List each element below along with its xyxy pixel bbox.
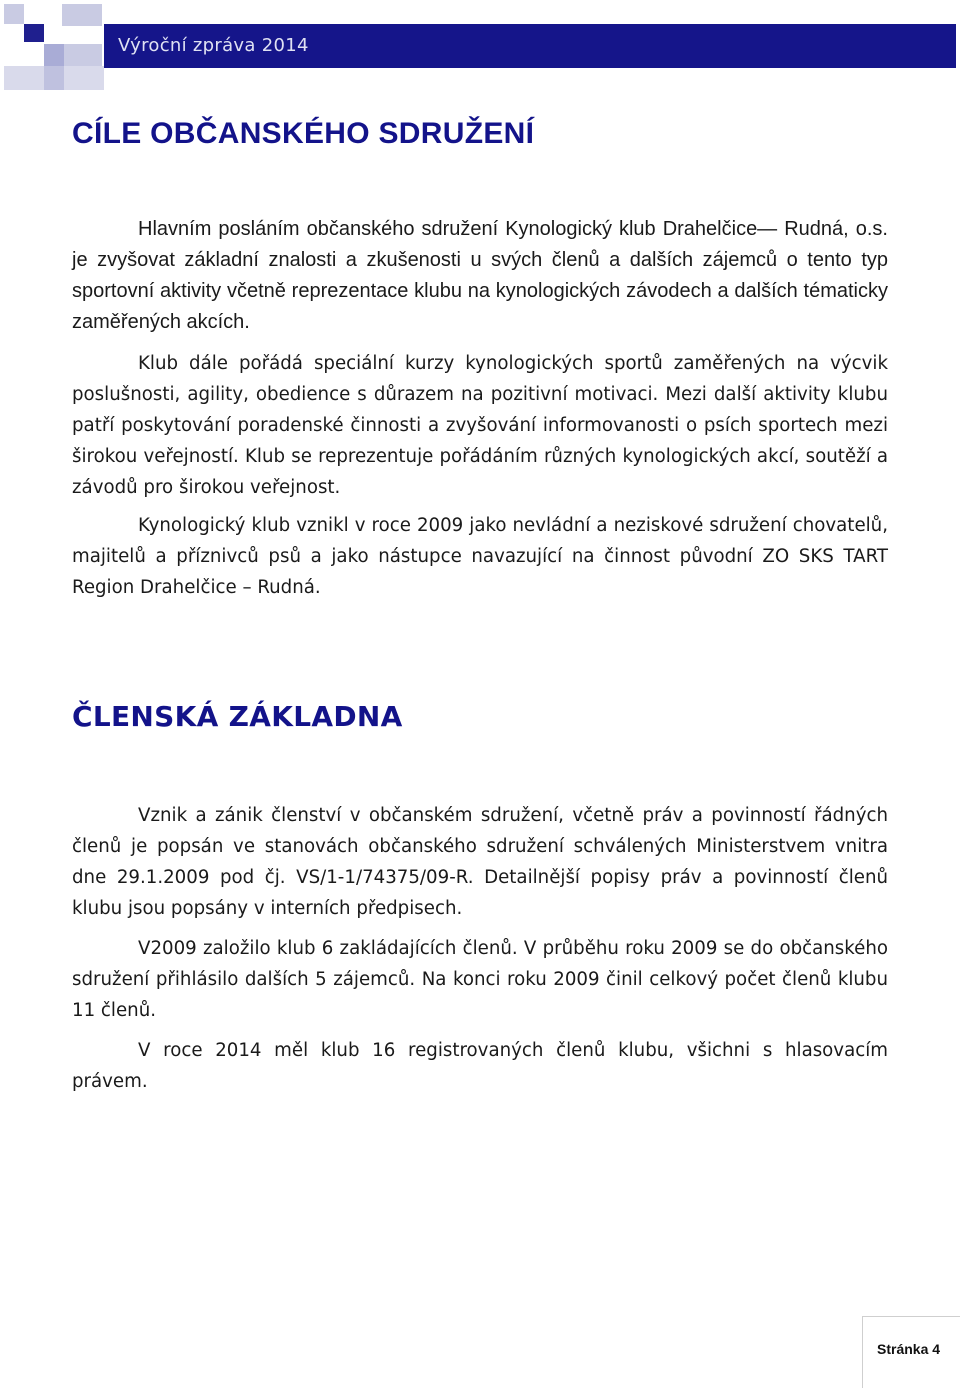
paragraph: V roce 2014 měl klub 16 registrovaných členů klubu, všichni s hlasovacím právem. [72, 1040, 888, 1092]
header-bar [104, 24, 956, 68]
paragraph: Klub dále pořádá speciální kurzy kynologických sportů zaměřených na výcvik poslušnosti, agility, obedience s důrazem na pozitivní motivaci. Mezi další aktivity klubu patří poskytování poradenské činnosti a zvyšování informovanosti o psích sportech mezi širokou veřejností. Klub se reprezentuje pořádáním různých kynologických akcí, soutěží a závodů pro širokou veřejnost. [72, 353, 888, 498]
paragraph: Vznik a zánik členství v občanském sdružení, včetně práv a povinností řádných členů je popsán ve stanovách občanského sdružení schválených Ministerstvem vnitra dne 29.1.2009 pod čj. VS/1-1/74375/09-R. Detailnější popisy práv a povinností členů klubu jsou popsány v interních předpisech. [72, 805, 888, 919]
paragraph: V2009 založilo klub 6 zakládajících členů. V průběhu roku 2009 se do občanského sdružení přihlásilo dalších 5 zájemců. Na konci roku 2009 činil celkový počet členů klubu 11 členů. [72, 938, 888, 1021]
page-number: Stránka 4 [877, 1341, 941, 1357]
paragraph: Hlavním posláním občanského sdružení Kynologický klub Drahelčice— Rudná, o.s. je zvyšovat základní znalosti a zkušenosti u svých členů a dalších zájemců o tento typ sportovní aktivity včetně reprezentace klubu na kynologických závodech a dalších tématicky zaměřených akcích. [72, 218, 888, 333]
header-decoration [24, 24, 44, 42]
header-decoration [62, 4, 102, 26]
document-title: Výroční zpráva 2014 [118, 35, 309, 56]
section-title-membership: ČLENSKÁ ZÁKLADNA [72, 700, 403, 733]
header-decoration [64, 44, 102, 66]
page-number-box [862, 1316, 960, 1388]
header-decoration [4, 66, 104, 90]
paragraph: Kynologický klub vznikl v roce 2009 jako nevládní a neziskové sdružení chovatelů, majitelů a příznivců psů a jako nástupce navazující na činnost původní ZO SKS TART Region Drahelčice – Rudná. [72, 515, 888, 598]
section-title-goals: CÍLE OBČANSKÉHO SDRUŽENÍ [72, 117, 535, 150]
header-decoration [4, 4, 24, 24]
